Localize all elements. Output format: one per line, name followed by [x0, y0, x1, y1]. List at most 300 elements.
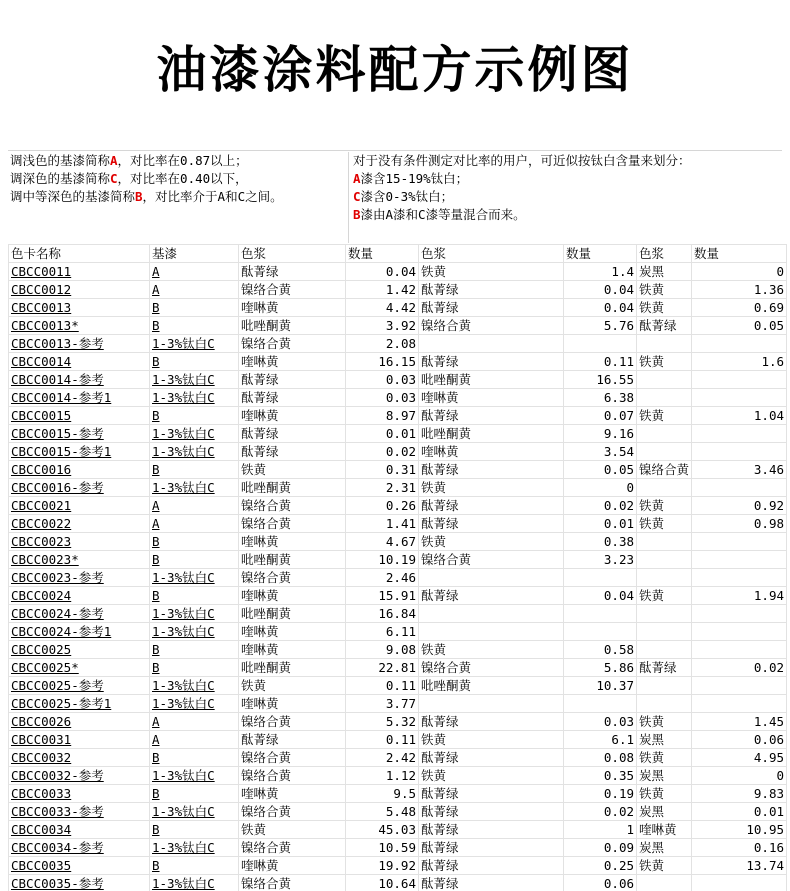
cell-card-name[interactable]: CBCC0035-参考: [9, 875, 150, 891]
cell-base[interactable]: B: [150, 857, 239, 875]
cell-card-name[interactable]: CBCC0033-参考: [9, 803, 150, 821]
cell-colorant-1: 喹啉黄: [239, 407, 346, 425]
cell-quantity-1: 10.59: [346, 839, 419, 857]
cell-colorant-3: 炭黑: [637, 839, 692, 857]
cell-colorant-3: 炭黑: [637, 803, 692, 821]
cell-base[interactable]: 1-3%钛白C: [150, 839, 239, 857]
cell-quantity-2: 1.4: [564, 263, 637, 281]
note-line: [10, 188, 346, 206]
cell-colorant-2: 镍络合黄: [419, 659, 564, 677]
cell-card-name[interactable]: CBCC0023: [9, 533, 150, 551]
table-row: [9, 749, 787, 767]
table-row: [9, 587, 787, 605]
cell-quantity-1: 6.11: [346, 623, 419, 641]
cell-quantity-2: 0.04: [564, 281, 637, 299]
cell-quantity-1: 0.11: [346, 731, 419, 749]
cell-card-name[interactable]: CBCC0025-参考1: [9, 695, 150, 713]
cell-colorant-1: 镍络合黄: [239, 767, 346, 785]
cell-card-name[interactable]: CBCC0014: [9, 353, 150, 371]
note-mark: C: [110, 171, 118, 186]
cell-quantity-1: 8.97: [346, 407, 419, 425]
cell-base[interactable]: B: [150, 317, 239, 335]
table-row: [9, 299, 787, 317]
header-card-name: 色卡名称: [9, 245, 150, 263]
table-row: [9, 695, 787, 713]
cell-card-name[interactable]: CBCC0015-参考: [9, 425, 150, 443]
cell-base[interactable]: A: [150, 713, 239, 731]
cell-colorant-1: 镍络合黄: [239, 875, 346, 891]
cell-colorant-2: 镍络合黄: [419, 317, 564, 335]
note-text: 漆含15-19%钛白；: [360, 171, 469, 186]
note-line: [353, 206, 780, 224]
table-row: [9, 515, 787, 533]
cell-colorant-1: 酞菁绿: [239, 371, 346, 389]
header-quantity-1: 数量: [346, 245, 419, 263]
header-colorant-3: 色浆: [637, 245, 692, 263]
cell-colorant-1: 吡唑酮黄: [239, 317, 346, 335]
cell-base[interactable]: 1-3%钛白C: [150, 479, 239, 497]
page-title: 油漆涂料配方示例图: [156, 41, 634, 99]
header-quantity-2: 数量: [564, 245, 637, 263]
table-row: [9, 803, 787, 821]
cell-colorant-2: 酞菁绿: [419, 587, 564, 605]
cell-colorant-1: 吡唑酮黄: [239, 659, 346, 677]
cell-quantity-2: 10.37: [564, 677, 637, 695]
cell-colorant-1: 吡唑酮黄: [239, 479, 346, 497]
notes-left: [10, 152, 346, 206]
table-row: [9, 677, 787, 695]
cell-colorant-1: 吡唑酮黄: [239, 551, 346, 569]
note-text: 漆含0-3%钛白；: [360, 189, 454, 204]
cell-quantity-1: 15.91: [346, 587, 419, 605]
cell-colorant-2: 铁黄: [419, 767, 564, 785]
cell-base[interactable]: B: [150, 533, 239, 551]
cell-quantity-3: 0: [692, 767, 787, 785]
cell-card-name[interactable]: CBCC0032: [9, 749, 150, 767]
header-base: 基漆: [150, 245, 239, 263]
cell-quantity-2: 0.08: [564, 749, 637, 767]
cell-quantity-2: 0.07: [564, 407, 637, 425]
table-row: [9, 875, 787, 891]
cell-base[interactable]: 1-3%钛白C: [150, 443, 239, 461]
header-colorant-1: 色浆: [239, 245, 346, 263]
cell-quantity-2: 1: [564, 821, 637, 839]
cell-quantity-1: 0.03: [346, 371, 419, 389]
cell-quantity-3: [692, 623, 787, 641]
table-row: [9, 479, 787, 497]
cell-quantity-2: [564, 623, 637, 641]
cell-colorant-3: 铁黄: [637, 749, 692, 767]
formula-table: [8, 244, 787, 891]
cell-quantity-2: 0.01: [564, 515, 637, 533]
cell-quantity-2: 0.03: [564, 713, 637, 731]
cell-quantity-2: 0.02: [564, 803, 637, 821]
cell-quantity-2: 0.04: [564, 587, 637, 605]
cell-card-name[interactable]: CBCC0013*: [9, 317, 150, 335]
cell-quantity-1: 16.84: [346, 605, 419, 623]
cell-card-name[interactable]: CBCC0022: [9, 515, 150, 533]
cell-quantity-2: [564, 569, 637, 587]
cell-card-name[interactable]: CBCC0016: [9, 461, 150, 479]
cell-colorant-1: 酞菁绿: [239, 731, 346, 749]
cell-quantity-3: [692, 425, 787, 443]
table-row: [9, 623, 787, 641]
table-row: [9, 659, 787, 677]
cell-card-name[interactable]: CBCC0011: [9, 263, 150, 281]
cell-base[interactable]: 1-3%钛白C: [150, 623, 239, 641]
cell-quantity-2: 6.1: [564, 731, 637, 749]
table-row: [9, 641, 787, 659]
note-line: [353, 188, 780, 206]
cell-card-name[interactable]: CBCC0033: [9, 785, 150, 803]
cell-card-name[interactable]: CBCC0016-参考: [9, 479, 150, 497]
cell-quantity-2: 5.76: [564, 317, 637, 335]
note-text: ，对比率介于A和C之间。: [142, 189, 283, 204]
cell-quantity-1: 3.92: [346, 317, 419, 335]
cell-colorant-3: 铁黄: [637, 713, 692, 731]
cell-colorant-2: 酞菁绿: [419, 461, 564, 479]
cell-colorant-1: 镍络合黄: [239, 839, 346, 857]
cell-colorant-1: 酞菁绿: [239, 263, 346, 281]
cell-base[interactable]: 1-3%钛白C: [150, 569, 239, 587]
cell-quantity-2: 0.04: [564, 299, 637, 317]
cell-colorant-2: 酞菁绿: [419, 857, 564, 875]
cell-base[interactable]: B: [150, 407, 239, 425]
cell-base[interactable]: A: [150, 497, 239, 515]
cell-colorant-1: 镍络合黄: [239, 515, 346, 533]
cell-colorant-3: [637, 389, 692, 407]
note-text: 漆由A漆和C漆等量混合而来。: [360, 207, 526, 222]
cell-colorant-3: 喹啉黄: [637, 821, 692, 839]
cell-quantity-3: [692, 335, 787, 353]
cell-colorant-3: 铁黄: [637, 857, 692, 875]
cell-card-name[interactable]: CBCC0023-参考: [9, 569, 150, 587]
cell-card-name[interactable]: CBCC0025: [9, 641, 150, 659]
cell-colorant-3: [637, 371, 692, 389]
cell-colorant-2: 喹啉黄: [419, 389, 564, 407]
cell-base[interactable]: B: [150, 749, 239, 767]
cell-quantity-1: 0.31: [346, 461, 419, 479]
cell-colorant-1: 喹啉黄: [239, 299, 346, 317]
cell-card-name[interactable]: CBCC0024: [9, 587, 150, 605]
cell-colorant-3: 铁黄: [637, 353, 692, 371]
cell-colorant-2: [419, 695, 564, 713]
cell-quantity-3: 0.01: [692, 803, 787, 821]
cell-base[interactable]: B: [150, 461, 239, 479]
cell-card-name[interactable]: CBCC0021: [9, 497, 150, 515]
cell-card-name[interactable]: CBCC0014-参考: [9, 371, 150, 389]
note-heading: 对于没有条件测定对比率的用户，可近似按钛白含量来划分：: [353, 153, 691, 168]
cell-card-name[interactable]: CBCC0013: [9, 299, 150, 317]
cell-quantity-2: 0.38: [564, 533, 637, 551]
cell-quantity-1: 1.42: [346, 281, 419, 299]
cell-colorant-3: [637, 677, 692, 695]
cell-colorant-2: 酞菁绿: [419, 821, 564, 839]
table-row: [9, 407, 787, 425]
table-row: [9, 767, 787, 785]
cell-base[interactable]: 1-3%钛白C: [150, 695, 239, 713]
table-row: [9, 281, 787, 299]
cell-colorant-3: [637, 479, 692, 497]
cell-colorant-2: 喹啉黄: [419, 443, 564, 461]
cell-quantity-2: 0.09: [564, 839, 637, 857]
note-mark: B: [135, 189, 143, 204]
cell-colorant-1: 喹啉黄: [239, 641, 346, 659]
cell-colorant-1: 喹啉黄: [239, 785, 346, 803]
cell-colorant-3: [637, 695, 692, 713]
cell-colorant-3: [637, 569, 692, 587]
cell-colorant-3: 炭黑: [637, 731, 692, 749]
cell-base[interactable]: 1-3%钛白C: [150, 803, 239, 821]
cell-quantity-3: [692, 875, 787, 891]
cell-card-name[interactable]: CBCC0024-参考1: [9, 623, 150, 641]
cell-colorant-3: 铁黄: [637, 587, 692, 605]
cell-base[interactable]: 1-3%钛白C: [150, 389, 239, 407]
cell-colorant-1: 喹啉黄: [239, 587, 346, 605]
cell-base[interactable]: B: [150, 785, 239, 803]
cell-base[interactable]: A: [150, 263, 239, 281]
cell-quantity-2: 0: [564, 479, 637, 497]
cell-colorant-1: 铁黄: [239, 677, 346, 695]
cell-quantity-3: 1.94: [692, 587, 787, 605]
note-mark: C: [353, 189, 361, 204]
cell-base[interactable]: 1-3%钛白C: [150, 605, 239, 623]
note-mark: A: [110, 153, 118, 168]
cell-colorant-2: 铁黄: [419, 533, 564, 551]
cell-quantity-3: 9.83: [692, 785, 787, 803]
cell-card-name[interactable]: CBCC0023*: [9, 551, 150, 569]
cell-quantity-1: 5.32: [346, 713, 419, 731]
cell-colorant-2: [419, 335, 564, 353]
cell-quantity-2: [564, 695, 637, 713]
cell-base[interactable]: B: [150, 353, 239, 371]
cell-quantity-2: 0.02: [564, 497, 637, 515]
cell-quantity-3: [692, 569, 787, 587]
cell-colorant-3: [637, 425, 692, 443]
cell-base[interactable]: 1-3%钛白C: [150, 425, 239, 443]
cell-quantity-3: 4.95: [692, 749, 787, 767]
cell-quantity-2: 16.55: [564, 371, 637, 389]
cell-colorant-3: [637, 875, 692, 891]
cell-base[interactable]: A: [150, 281, 239, 299]
cell-colorant-3: [637, 641, 692, 659]
cell-quantity-3: [692, 443, 787, 461]
table-row: [9, 821, 787, 839]
cell-colorant-3: 铁黄: [637, 407, 692, 425]
cell-card-name[interactable]: CBCC0031: [9, 731, 150, 749]
cell-base[interactable]: B: [150, 659, 239, 677]
cell-quantity-1: 1.41: [346, 515, 419, 533]
cell-colorant-3: [637, 551, 692, 569]
cell-base[interactable]: B: [150, 821, 239, 839]
cell-quantity-3: 3.46: [692, 461, 787, 479]
cell-base[interactable]: 1-3%钛白C: [150, 767, 239, 785]
table-row: [9, 731, 787, 749]
cell-card-name[interactable]: CBCC0013-参考: [9, 335, 150, 353]
cell-base[interactable]: 1-3%钛白C: [150, 335, 239, 353]
cell-quantity-2: [564, 605, 637, 623]
cell-colorant-2: 酞菁绿: [419, 785, 564, 803]
note-line: [10, 170, 346, 188]
cell-colorant-3: [637, 623, 692, 641]
cell-colorant-2: 酞菁绿: [419, 803, 564, 821]
note-line: [353, 170, 780, 188]
cell-quantity-3: [692, 479, 787, 497]
cell-quantity-3: [692, 695, 787, 713]
cell-card-name[interactable]: CBCC0015: [9, 407, 150, 425]
cell-quantity-1: 0.04: [346, 263, 419, 281]
cell-quantity-2: 0.06: [564, 875, 637, 891]
cell-colorant-2: 铁黄: [419, 479, 564, 497]
cell-colorant-2: 吡唑酮黄: [419, 371, 564, 389]
cell-card-name[interactable]: CBCC0014-参考1: [9, 389, 150, 407]
notes-right: [348, 152, 780, 243]
cell-quantity-1: 45.03: [346, 821, 419, 839]
cell-colorant-2: 酞菁绿: [419, 407, 564, 425]
cell-colorant-1: 镍络合黄: [239, 497, 346, 515]
cell-quantity-3: 0.69: [692, 299, 787, 317]
cell-colorant-2: 酞菁绿: [419, 713, 564, 731]
cell-colorant-1: 镍络合黄: [239, 281, 346, 299]
cell-colorant-3: 铁黄: [637, 515, 692, 533]
cell-card-name[interactable]: CBCC0034-参考: [9, 839, 150, 857]
note-text: 调中等深色的基漆简称: [10, 189, 136, 204]
cell-quantity-3: 10.95: [692, 821, 787, 839]
cell-colorant-2: 铁黄: [419, 731, 564, 749]
cell-quantity-2: 0.11: [564, 353, 637, 371]
note-text: ，对比率在0.87以上；: [117, 153, 248, 168]
cell-colorant-1: 喹啉黄: [239, 857, 346, 875]
cell-colorant-2: 酞菁绿: [419, 749, 564, 767]
cell-colorant-1: 镍络合黄: [239, 803, 346, 821]
note-mark: B: [353, 207, 361, 222]
cell-colorant-3: 酞菁绿: [637, 659, 692, 677]
note-line: [10, 152, 346, 170]
cell-card-name[interactable]: CBCC0026: [9, 713, 150, 731]
cell-colorant-2: 酞菁绿: [419, 515, 564, 533]
note-text: 调深色的基漆简称: [10, 171, 111, 186]
cell-colorant-2: 铁黄: [419, 641, 564, 659]
cell-quantity-2: 0.19: [564, 785, 637, 803]
header-quantity-3: 数量: [692, 245, 787, 263]
cell-colorant-3: 酞菁绿: [637, 317, 692, 335]
table-body: [9, 263, 787, 891]
cell-base[interactable]: A: [150, 731, 239, 749]
note-text: ，对比率在0.40以下，: [117, 171, 248, 186]
cell-colorant-1: 镍络合黄: [239, 713, 346, 731]
cell-quantity-3: 0.02: [692, 659, 787, 677]
cell-colorant-2: 铁黄: [419, 263, 564, 281]
table-row: [9, 461, 787, 479]
cell-quantity-1: 2.46: [346, 569, 419, 587]
cell-quantity-1: 0.03: [346, 389, 419, 407]
cell-card-name[interactable]: CBCC0025-参考: [9, 677, 150, 695]
cell-colorant-3: 炭黑: [637, 767, 692, 785]
cell-quantity-3: [692, 641, 787, 659]
cell-quantity-3: 1.45: [692, 713, 787, 731]
cell-colorant-1: 喹啉黄: [239, 533, 346, 551]
table-row: [9, 551, 787, 569]
cell-colorant-1: 铁黄: [239, 821, 346, 839]
table-row: [9, 497, 787, 515]
cell-quantity-2: 9.16: [564, 425, 637, 443]
cell-colorant-1: 喹啉黄: [239, 353, 346, 371]
cell-quantity-3: 0.92: [692, 497, 787, 515]
cell-colorant-2: 酞菁绿: [419, 839, 564, 857]
cell-base[interactable]: B: [150, 587, 239, 605]
cell-card-name[interactable]: CBCC0012: [9, 281, 150, 299]
cell-card-name[interactable]: CBCC0024-参考: [9, 605, 150, 623]
cell-quantity-3: [692, 371, 787, 389]
cell-quantity-3: [692, 551, 787, 569]
table-row: [9, 443, 787, 461]
cell-quantity-3: [692, 533, 787, 551]
cell-colorant-1: 喹啉黄: [239, 695, 346, 713]
cell-colorant-1: 酞菁绿: [239, 425, 346, 443]
cell-colorant-1: 镍络合黄: [239, 749, 346, 767]
cell-quantity-1: 10.64: [346, 875, 419, 891]
cell-card-name[interactable]: CBCC0015-参考1: [9, 443, 150, 461]
cell-card-name[interactable]: CBCC0034: [9, 821, 150, 839]
cell-quantity-2: [564, 335, 637, 353]
table-row: [9, 533, 787, 551]
cell-base[interactable]: 1-3%钛白C: [150, 677, 239, 695]
cell-colorant-2: 酞菁绿: [419, 299, 564, 317]
cell-card-name[interactable]: CBCC0032-参考: [9, 767, 150, 785]
cell-colorant-2: [419, 569, 564, 587]
cell-quantity-1: 2.31: [346, 479, 419, 497]
note-mark: A: [353, 171, 361, 186]
table-row: [9, 371, 787, 389]
cell-quantity-3: 0.16: [692, 839, 787, 857]
cell-quantity-1: 5.48: [346, 803, 419, 821]
cell-colorant-3: [637, 605, 692, 623]
cell-colorant-3: [637, 443, 692, 461]
cell-quantity-1: 22.81: [346, 659, 419, 677]
cell-colorant-2: 酞菁绿: [419, 497, 564, 515]
cell-quantity-1: 2.08: [346, 335, 419, 353]
cell-colorant-1: 镍络合黄: [239, 335, 346, 353]
cell-quantity-2: 0.25: [564, 857, 637, 875]
cell-quantity-2: 0.05: [564, 461, 637, 479]
cell-colorant-2: 酞菁绿: [419, 281, 564, 299]
table-row: [9, 353, 787, 371]
cell-quantity-1: 9.5: [346, 785, 419, 803]
cell-quantity-3: [692, 389, 787, 407]
header-colorant-2: 色浆: [419, 245, 564, 263]
cell-colorant-2: 吡唑酮黄: [419, 425, 564, 443]
table-row: [9, 569, 787, 587]
cell-colorant-2: 镍络合黄: [419, 551, 564, 569]
cell-base[interactable]: 1-3%钛白C: [150, 875, 239, 891]
cell-colorant-3: 铁黄: [637, 281, 692, 299]
cell-colorant-2: 吡唑酮黄: [419, 677, 564, 695]
cell-card-name[interactable]: CBCC0025*: [9, 659, 150, 677]
table-row: [9, 335, 787, 353]
cell-base[interactable]: B: [150, 551, 239, 569]
cell-base[interactable]: A: [150, 515, 239, 533]
cell-colorant-2: 酞菁绿: [419, 353, 564, 371]
cell-colorant-1: 酞菁绿: [239, 389, 346, 407]
cell-quantity-2: 0.58: [564, 641, 637, 659]
cell-base[interactable]: B: [150, 641, 239, 659]
table-row: [9, 785, 787, 803]
cell-card-name[interactable]: CBCC0035: [9, 857, 150, 875]
cell-base[interactable]: B: [150, 299, 239, 317]
cell-base[interactable]: 1-3%钛白C: [150, 371, 239, 389]
cell-quantity-1: 4.67: [346, 533, 419, 551]
table-header-row: [9, 245, 787, 263]
